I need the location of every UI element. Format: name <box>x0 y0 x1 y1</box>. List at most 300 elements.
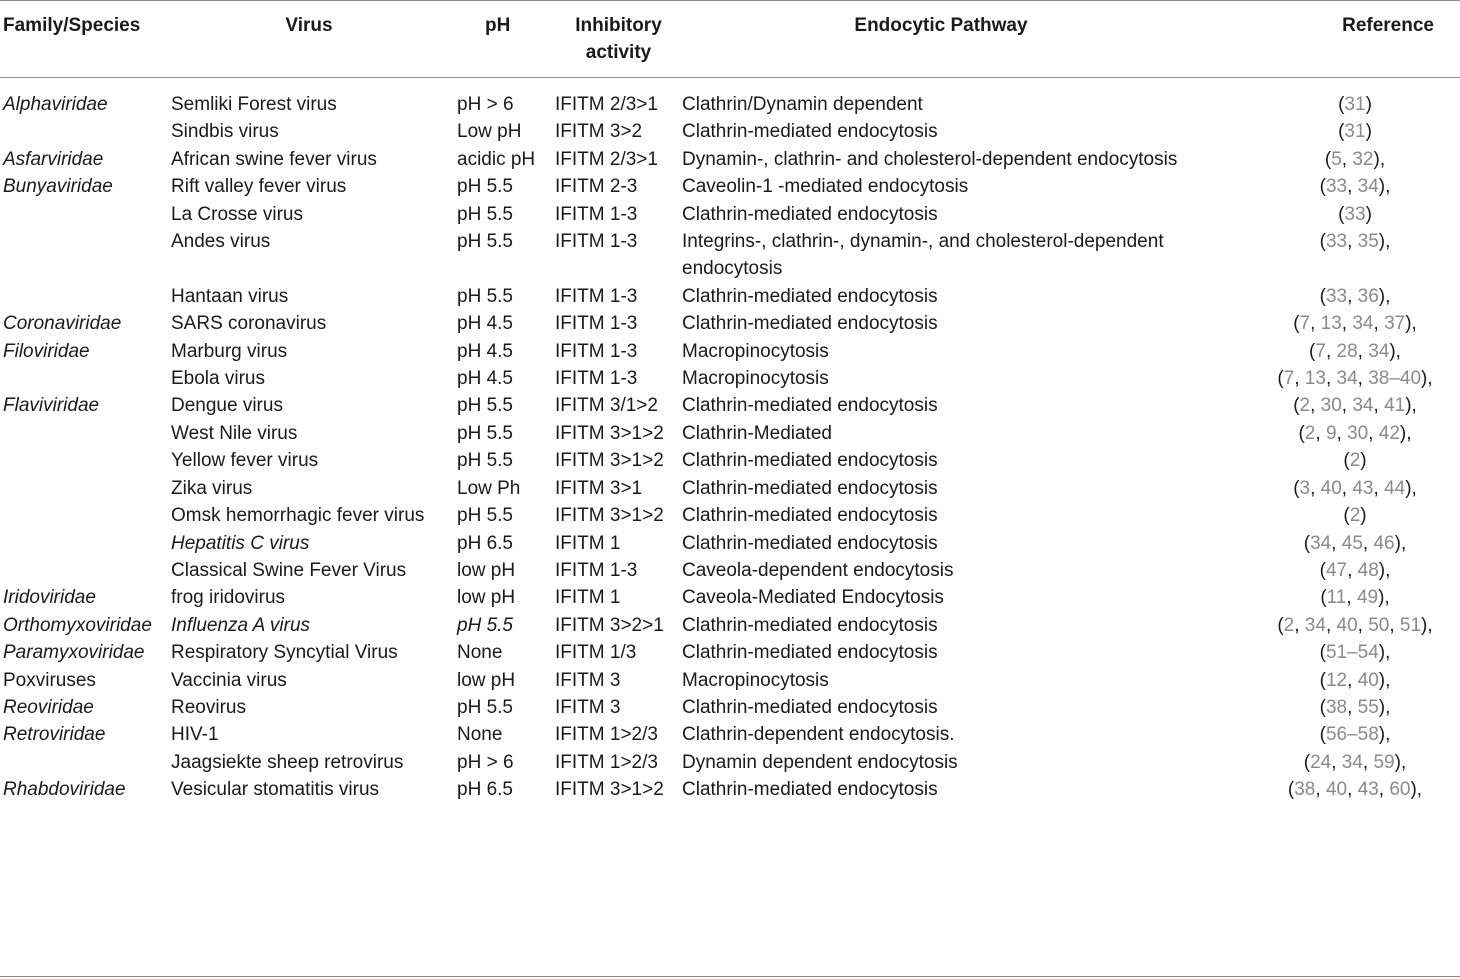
cell-virus: Dengue virus <box>171 395 283 417</box>
ref-separator: , <box>1325 614 1337 636</box>
cell-pathway: Clathrin-mediated endocytosis <box>682 313 938 335</box>
ref-separator: , <box>1310 477 1321 499</box>
cell-pathway: Caveola-Mediated Endocytosis <box>682 587 944 609</box>
cell-pathway: Macropinocytosis <box>682 669 829 691</box>
ref-open-paren: ( <box>1319 559 1326 581</box>
cell-inhibitory: IFITM 3>1>2 <box>555 779 664 801</box>
table-row <box>0 146 1460 173</box>
ref-separator: , <box>1373 395 1385 417</box>
ref-separator: , <box>1347 779 1358 801</box>
reference-link[interactable]: 50 <box>1368 614 1390 636</box>
cell-ph: pH 4.5 <box>457 340 513 362</box>
ref-close-paren: ), <box>1378 669 1391 691</box>
reference-link[interactable]: 12 <box>1325 669 1348 691</box>
ref-open-paren: ( <box>1287 779 1295 801</box>
reference-link[interactable]: 32 <box>1352 148 1374 170</box>
ref-separator: , <box>1368 422 1379 444</box>
reference-link[interactable]: 31 <box>1344 94 1366 115</box>
cell-ph: pH 5.5 <box>457 231 513 253</box>
cell-inhibitory: IFITM 3>1>2 <box>555 505 664 527</box>
table-row <box>0 283 1460 310</box>
ref-separator: , <box>1341 313 1353 335</box>
ref-separator: , <box>1357 368 1369 390</box>
reference-link[interactable]: 36 <box>1357 285 1379 307</box>
reference-link[interactable]: 2 <box>1283 614 1295 636</box>
reference-link[interactable]: 34 <box>1336 368 1358 390</box>
header-family: Family/Species <box>3 15 141 36</box>
table-row <box>0 639 1460 666</box>
cell-reference <box>1200 338 1460 365</box>
cell-virus: SARS coronavirus <box>171 313 327 335</box>
table-row <box>0 475 1460 502</box>
cell-virus: HIV-1 <box>171 724 219 746</box>
reference-link[interactable]: 11 <box>1326 587 1347 609</box>
table-row <box>0 420 1460 447</box>
cell-reference <box>1200 392 1460 419</box>
cell-reference <box>1200 557 1460 584</box>
ref-close-paren: ), <box>1378 642 1391 664</box>
cell-reference <box>1200 639 1460 666</box>
cell-family <box>0 749 171 776</box>
ref-open-paren: ( <box>1319 176 1326 198</box>
ref-separator: , <box>1346 587 1357 609</box>
cell-reference <box>1200 749 1460 776</box>
cell-inhibitory: IFITM 3>2>1 <box>555 614 664 636</box>
ref-open-paren: ( <box>1319 724 1326 746</box>
cell-reference <box>1200 118 1460 145</box>
reference-link[interactable]: 2 <box>1304 422 1316 444</box>
reference-link[interactable]: 5 <box>1331 148 1342 170</box>
table-row <box>0 365 1460 392</box>
cell-family <box>0 201 171 228</box>
cell-reference <box>1200 365 1460 392</box>
ref-open-paren: ( <box>1277 614 1284 636</box>
reference-link[interactable]: 34 <box>1352 395 1374 417</box>
ref-close-paren: ) <box>1360 505 1367 527</box>
reference-link[interactable]: 38–40 <box>1368 368 1422 390</box>
reference-link[interactable]: 51 <box>1399 614 1422 636</box>
cell-ph: low pH <box>457 669 516 691</box>
cell-family <box>0 502 171 529</box>
ref-close-paren: ), <box>1378 285 1391 307</box>
cell-family: Reoviridae <box>3 696 94 718</box>
ref-separator: , <box>1347 176 1358 198</box>
cell-family: Flaviviridae <box>3 395 100 417</box>
cell-pathway: Clathrin-mediated endocytosis <box>682 450 938 472</box>
table-row <box>0 776 1460 803</box>
cell-reference <box>1200 475 1460 502</box>
cell-inhibitory: IFITM 1-3 <box>555 203 638 225</box>
ref-open-paren: ( <box>1324 148 1332 170</box>
ref-open-paren: ( <box>1319 231 1326 253</box>
cell-ph: pH 5.5 <box>457 422 513 444</box>
ref-separator: , <box>1362 532 1374 554</box>
table-row <box>0 201 1460 228</box>
cell-family: Bunyaviridae <box>3 176 113 198</box>
ref-separator: , <box>1347 696 1358 718</box>
cell-family: Paramyxoviridae <box>3 642 145 664</box>
ref-separator: , <box>1315 779 1326 801</box>
cell-family: Orthomyxoviridae <box>3 614 152 636</box>
cell-virus: Vaccinia virus <box>171 669 287 691</box>
cell-virus: Jaagsiekte sheep retrovirus <box>171 751 404 773</box>
reference-link[interactable]: 40 <box>1336 614 1358 636</box>
cell-pathway: Clathrin-mediated endocytosis <box>682 395 938 417</box>
ref-close-paren: ), <box>1378 587 1390 609</box>
cell-virus: Semliki Forest virus <box>171 94 337 115</box>
cell-reference <box>1200 612 1460 639</box>
cell-reference <box>1200 584 1460 611</box>
cell-inhibitory: IFITM 3 <box>555 696 621 718</box>
cell-pathway: Clathrin-mediated endocytosis <box>682 505 938 527</box>
ref-open-paren: ( <box>1319 285 1326 307</box>
ref-open-paren: ( <box>1293 395 1300 417</box>
cell-pathway: Clathrin-Mediated <box>682 422 832 444</box>
reference-link[interactable]: 45 <box>1341 532 1363 554</box>
cell-pathway: Clathrin-mediated endocytosis <box>682 642 938 664</box>
table-row <box>0 228 1460 283</box>
cell-virus: Zika virus <box>171 477 253 499</box>
reference-link[interactable]: 24 <box>1310 751 1332 773</box>
reference-link[interactable]: 33 <box>1325 176 1348 198</box>
cell-family: Coronaviridae <box>3 313 122 335</box>
ref-close-paren: ), <box>1394 532 1407 554</box>
cell-inhibitory: IFITM 1-3 <box>555 231 638 253</box>
table-row <box>0 392 1460 419</box>
cell-virus: African swine fever virus <box>171 148 377 170</box>
reference-link[interactable]: 30 <box>1347 422 1369 444</box>
reference-link[interactable]: 33 <box>1325 285 1348 307</box>
cell-family <box>0 420 171 447</box>
reference-link[interactable]: 33 <box>1325 231 1348 253</box>
ref-close-paren: ) <box>1365 94 1372 115</box>
cell-inhibitory: IFITM 1-3 <box>555 340 638 362</box>
table-row <box>0 584 1460 611</box>
reference-link[interactable]: 34 <box>1304 614 1326 636</box>
cell-reference <box>1200 228 1460 283</box>
ref-open-paren: ( <box>1319 669 1326 691</box>
reference-link[interactable]: 37 <box>1384 313 1406 335</box>
reference-link[interactable]: 2 <box>1349 450 1361 472</box>
reference-link[interactable]: 43 <box>1357 779 1379 801</box>
table-row <box>0 338 1460 365</box>
reference-link[interactable]: 40 <box>1357 669 1379 691</box>
cell-ph: pH 5.5 <box>457 696 513 718</box>
cell-virus: Ebola virus <box>171 368 265 390</box>
header-inhibitory: Inhibitory activity <box>575 15 662 63</box>
cell-virus: La Crosse virus <box>171 203 303 225</box>
cell-ph: pH > 6 <box>457 751 514 773</box>
ref-separator: , <box>1315 422 1326 444</box>
ref-open-paren: ( <box>1303 751 1311 773</box>
cell-reference <box>1200 420 1460 447</box>
cell-ph: pH 4.5 <box>457 313 513 335</box>
ref-separator: , <box>1294 614 1305 636</box>
ref-separator: , <box>1378 779 1390 801</box>
reference-link[interactable]: 34 <box>1368 340 1390 362</box>
reference-link[interactable]: 42 <box>1378 422 1400 444</box>
reference-link[interactable]: 40 <box>1320 477 1342 499</box>
cell-reference <box>1200 201 1460 228</box>
cell-family <box>0 118 171 145</box>
cell-virus: Respiratory Syncytial Virus <box>171 642 398 664</box>
ref-open-paren: ( <box>1309 340 1316 362</box>
cell-family: Iridoviridae <box>3 587 96 609</box>
cell-family <box>0 530 171 557</box>
cell-ph: pH > 6 <box>457 94 514 115</box>
table-row <box>0 749 1460 776</box>
reference-link[interactable]: 48 <box>1357 559 1379 581</box>
table-row <box>0 667 1460 694</box>
reference-link[interactable]: 51–54 <box>1325 642 1379 664</box>
cell-ph: pH 6.5 <box>457 779 513 801</box>
cell-ph: low pH <box>457 559 516 581</box>
reference-link[interactable]: 49 <box>1356 587 1379 609</box>
cell-family: Alphaviridae <box>3 94 108 115</box>
table-row <box>0 118 1460 145</box>
reference-link[interactable]: 28 <box>1336 340 1358 362</box>
cell-ph: pH 5.5 <box>457 614 513 636</box>
cell-virus: Yellow fever virus <box>171 450 319 472</box>
cell-family: Asfarviridae <box>3 148 104 170</box>
reference-link[interactable]: 34 <box>1357 176 1379 198</box>
reference-link[interactable]: 38 <box>1294 779 1316 801</box>
cell-pathway: Clathrin-mediated endocytosis <box>682 477 938 499</box>
reference-link[interactable]: 34 <box>1310 532 1332 554</box>
ref-separator: , <box>1325 368 1337 390</box>
table-row <box>0 502 1460 529</box>
reference-link[interactable]: 43 <box>1352 477 1374 499</box>
reference-link[interactable]: 33 <box>1344 203 1366 225</box>
cell-family <box>0 557 171 584</box>
cell-inhibitory: IFITM 1-3 <box>555 313 638 335</box>
reference-link[interactable]: 56–58 <box>1325 724 1379 746</box>
cell-pathway: Clathrin/Dynamin dependent <box>682 94 923 115</box>
cell-family: Rhabdoviridae <box>3 779 126 801</box>
reference-link[interactable]: 55 <box>1357 696 1379 718</box>
reference-link[interactable]: 38 <box>1325 696 1348 718</box>
ref-separator: , <box>1310 395 1321 417</box>
cell-virus: Hantaan virus <box>171 285 289 307</box>
ref-separator: , <box>1341 148 1353 170</box>
cell-ph: pH 5.5 <box>457 285 513 307</box>
cell-inhibitory: IFITM 3>1>2 <box>555 450 664 472</box>
cell-virus: West Nile virus <box>171 422 298 444</box>
table-row <box>0 530 1460 557</box>
reference-link[interactable]: 35 <box>1357 231 1379 253</box>
reference-link[interactable]: 34 <box>1341 751 1363 773</box>
cell-inhibitory: IFITM 1-3 <box>555 559 638 581</box>
reference-link[interactable]: 60 <box>1389 779 1411 801</box>
ref-separator: , <box>1341 477 1353 499</box>
cell-virus: Reovirus <box>171 696 246 718</box>
cell-inhibitory: IFITM 2-3 <box>555 176 638 198</box>
cell-ph: pH 5.5 <box>457 203 513 225</box>
cell-virus: Hepatitis C virus <box>171 532 310 554</box>
table-body <box>0 78 1460 804</box>
ref-separator: , <box>1389 614 1400 636</box>
ref-open-paren: ( <box>1319 642 1326 664</box>
ref-separator: , <box>1373 477 1385 499</box>
cell-inhibitory: IFITM 1 <box>555 587 621 609</box>
ref-open-paren: ( <box>1298 422 1305 444</box>
cell-reference <box>1200 283 1460 310</box>
ref-close-paren: ) <box>1365 203 1372 225</box>
cell-inhibitory: IFITM 3/1>2 <box>555 395 658 417</box>
ref-separator: , <box>1310 313 1321 335</box>
cell-pathway: Integrins-, clathrin-, dynamin-, and cholesterol-dependent endocytosis <box>682 231 1164 280</box>
reference-link[interactable]: 30 <box>1320 395 1342 417</box>
cell-ph: pH 5.5 <box>457 450 513 472</box>
table-bottom-rule <box>0 976 1460 977</box>
reference-link[interactable]: 40 <box>1325 779 1348 801</box>
cell-reference <box>1200 694 1460 721</box>
cell-reference <box>1200 502 1460 529</box>
ref-open-paren: ( <box>1343 505 1350 527</box>
header-virus: Virus <box>285 15 333 36</box>
cell-inhibitory: IFITM 3>1>2 <box>555 422 664 444</box>
cell-family: Retroviridae <box>3 724 106 746</box>
cell-ph: Low Ph <box>457 477 521 499</box>
reference-link[interactable]: 7 <box>1315 340 1326 362</box>
ref-close-paren: ), <box>1378 724 1391 746</box>
reference-link[interactable]: 13 <box>1304 368 1326 390</box>
header-reference: Reference <box>1342 15 1434 36</box>
ref-close-paren: ), <box>1389 340 1401 362</box>
table-row <box>0 612 1460 639</box>
cell-virus: Classical Swine Fever Virus <box>171 559 407 581</box>
cell-family: Filoviridae <box>3 340 90 362</box>
reference-link[interactable]: 59 <box>1373 751 1395 773</box>
cell-ph: pH 5.5 <box>457 395 513 417</box>
table-header <box>0 0 1460 78</box>
cell-inhibitory: IFITM 1-3 <box>555 368 638 390</box>
cell-reference <box>1200 447 1460 474</box>
reference-link[interactable]: 7 <box>1299 313 1311 335</box>
cell-pathway: Clathrin-mediated endocytosis <box>682 779 938 801</box>
ref-open-paren: ( <box>1293 477 1300 499</box>
ref-close-paren: ), <box>1421 368 1433 390</box>
reference-link[interactable]: 44 <box>1384 477 1406 499</box>
cell-pathway: Dynamin-, clathrin- and cholesterol-dependent endocytosis <box>682 148 1178 170</box>
cell-inhibitory: IFITM 1/3 <box>555 642 637 664</box>
cell-reference <box>1200 667 1460 694</box>
ref-close-paren: ), <box>1378 176 1391 198</box>
cell-ph: pH 5.5 <box>457 176 513 198</box>
cell-ph: pH 4.5 <box>457 368 513 390</box>
ref-separator: , <box>1347 669 1358 691</box>
cell-pathway: Clathrin-mediated endocytosis <box>682 696 938 718</box>
header-pathway: Endocytic Pathway <box>854 15 1028 36</box>
table-row <box>0 78 1460 118</box>
cell-pathway: Dynamin dependent endocytosis <box>682 751 958 773</box>
ref-separator: , <box>1357 614 1369 636</box>
cell-reference <box>1200 310 1460 337</box>
reference-link[interactable]: 31 <box>1344 121 1366 143</box>
cell-virus: Influenza A virus <box>171 614 311 636</box>
cell-virus: Rift valley fever virus <box>171 176 347 198</box>
cell-virus: Vesicular stomatitis virus <box>171 779 380 801</box>
cell-pathway: Clathrin-mediated endocytosis <box>682 532 938 554</box>
cell-reference <box>1200 721 1460 748</box>
ref-close-paren: ), <box>1405 395 1417 417</box>
cell-pathway: Caveolin-1 -mediated endocytosis <box>682 176 969 198</box>
table-row <box>0 447 1460 474</box>
ref-open-paren: ( <box>1277 368 1284 390</box>
cell-virus: Omsk hemorrhagic fever virus <box>171 505 425 527</box>
cell-inhibitory: IFITM 3>1 <box>555 477 643 499</box>
reference-link[interactable]: 2 <box>1299 395 1311 417</box>
reference-link[interactable]: 46 <box>1373 532 1395 554</box>
cell-family <box>0 475 171 502</box>
header-row <box>0 0 1460 78</box>
cell-reference <box>1200 146 1460 173</box>
ref-open-paren: ( <box>1293 313 1300 335</box>
cell-virus: Andes virus <box>171 231 271 253</box>
cell-family: Poxviruses <box>3 669 96 691</box>
cell-ph: low pH <box>457 587 516 609</box>
reference-link[interactable]: 3 <box>1299 477 1311 499</box>
cell-inhibitory: IFITM 1>2/3 <box>555 724 658 746</box>
ref-open-paren: ( <box>1338 203 1345 225</box>
ref-separator: , <box>1347 559 1358 581</box>
ref-close-paren: ), <box>1394 751 1407 773</box>
ref-close-paren: ), <box>1421 614 1433 636</box>
cell-inhibitory: IFITM 1>2/3 <box>555 751 658 773</box>
cell-inhibitory: IFITM 3 <box>555 669 621 691</box>
reference-link[interactable]: 2 <box>1349 505 1361 527</box>
reference-link[interactable]: 41 <box>1384 395 1406 417</box>
reference-link[interactable]: 47 <box>1325 559 1348 581</box>
ref-close-paren: ), <box>1405 313 1417 335</box>
ref-separator: , <box>1331 532 1342 554</box>
reference-link[interactable]: 34 <box>1352 313 1374 335</box>
reference-link[interactable]: 7 <box>1283 368 1295 390</box>
cell-ph: acidic pH <box>457 148 536 170</box>
ref-separator: , <box>1347 285 1358 307</box>
ref-open-paren: ( <box>1343 450 1350 472</box>
ref-close-paren: ), <box>1399 422 1412 444</box>
cell-pathway: Clathrin-mediated endocytosis <box>682 614 938 636</box>
table-row <box>0 557 1460 584</box>
ref-separator: , <box>1325 340 1337 362</box>
cell-reference <box>1200 530 1460 557</box>
cell-pathway: Clathrin-dependent endocytosis. <box>682 724 955 746</box>
ref-close-paren: ) <box>1360 450 1367 472</box>
reference-link[interactable]: 13 <box>1320 313 1342 335</box>
cell-pathway: Clathrin-mediated endocytosis <box>682 121 938 143</box>
table-row <box>0 694 1460 721</box>
cell-virus: Sindbis virus <box>171 121 279 143</box>
cell-ph: pH 5.5 <box>457 505 513 527</box>
header-ph: pH <box>485 15 511 36</box>
cell-inhibitory: IFITM 2/3>1 <box>555 148 658 170</box>
ref-open-paren: ( <box>1338 121 1345 143</box>
cell-reference <box>1200 776 1460 803</box>
ref-open-paren: ( <box>1338 94 1345 115</box>
ref-separator: , <box>1331 751 1342 773</box>
cell-ph: pH 6.5 <box>457 532 513 554</box>
ref-close-paren: ), <box>1378 231 1391 253</box>
cell-inhibitory: IFITM 2/3>1 <box>555 94 658 115</box>
ref-open-paren: ( <box>1303 532 1311 554</box>
cell-pathway: Clathrin-mediated endocytosis <box>682 203 938 225</box>
cell-inhibitory: IFITM 1-3 <box>555 285 638 307</box>
ref-close-paren: ) <box>1365 121 1372 143</box>
reference-link[interactable]: 9 <box>1325 422 1337 444</box>
cell-pathway: Clathrin-mediated endocytosis <box>682 285 938 307</box>
cell-virus: frog iridovirus <box>171 587 286 609</box>
